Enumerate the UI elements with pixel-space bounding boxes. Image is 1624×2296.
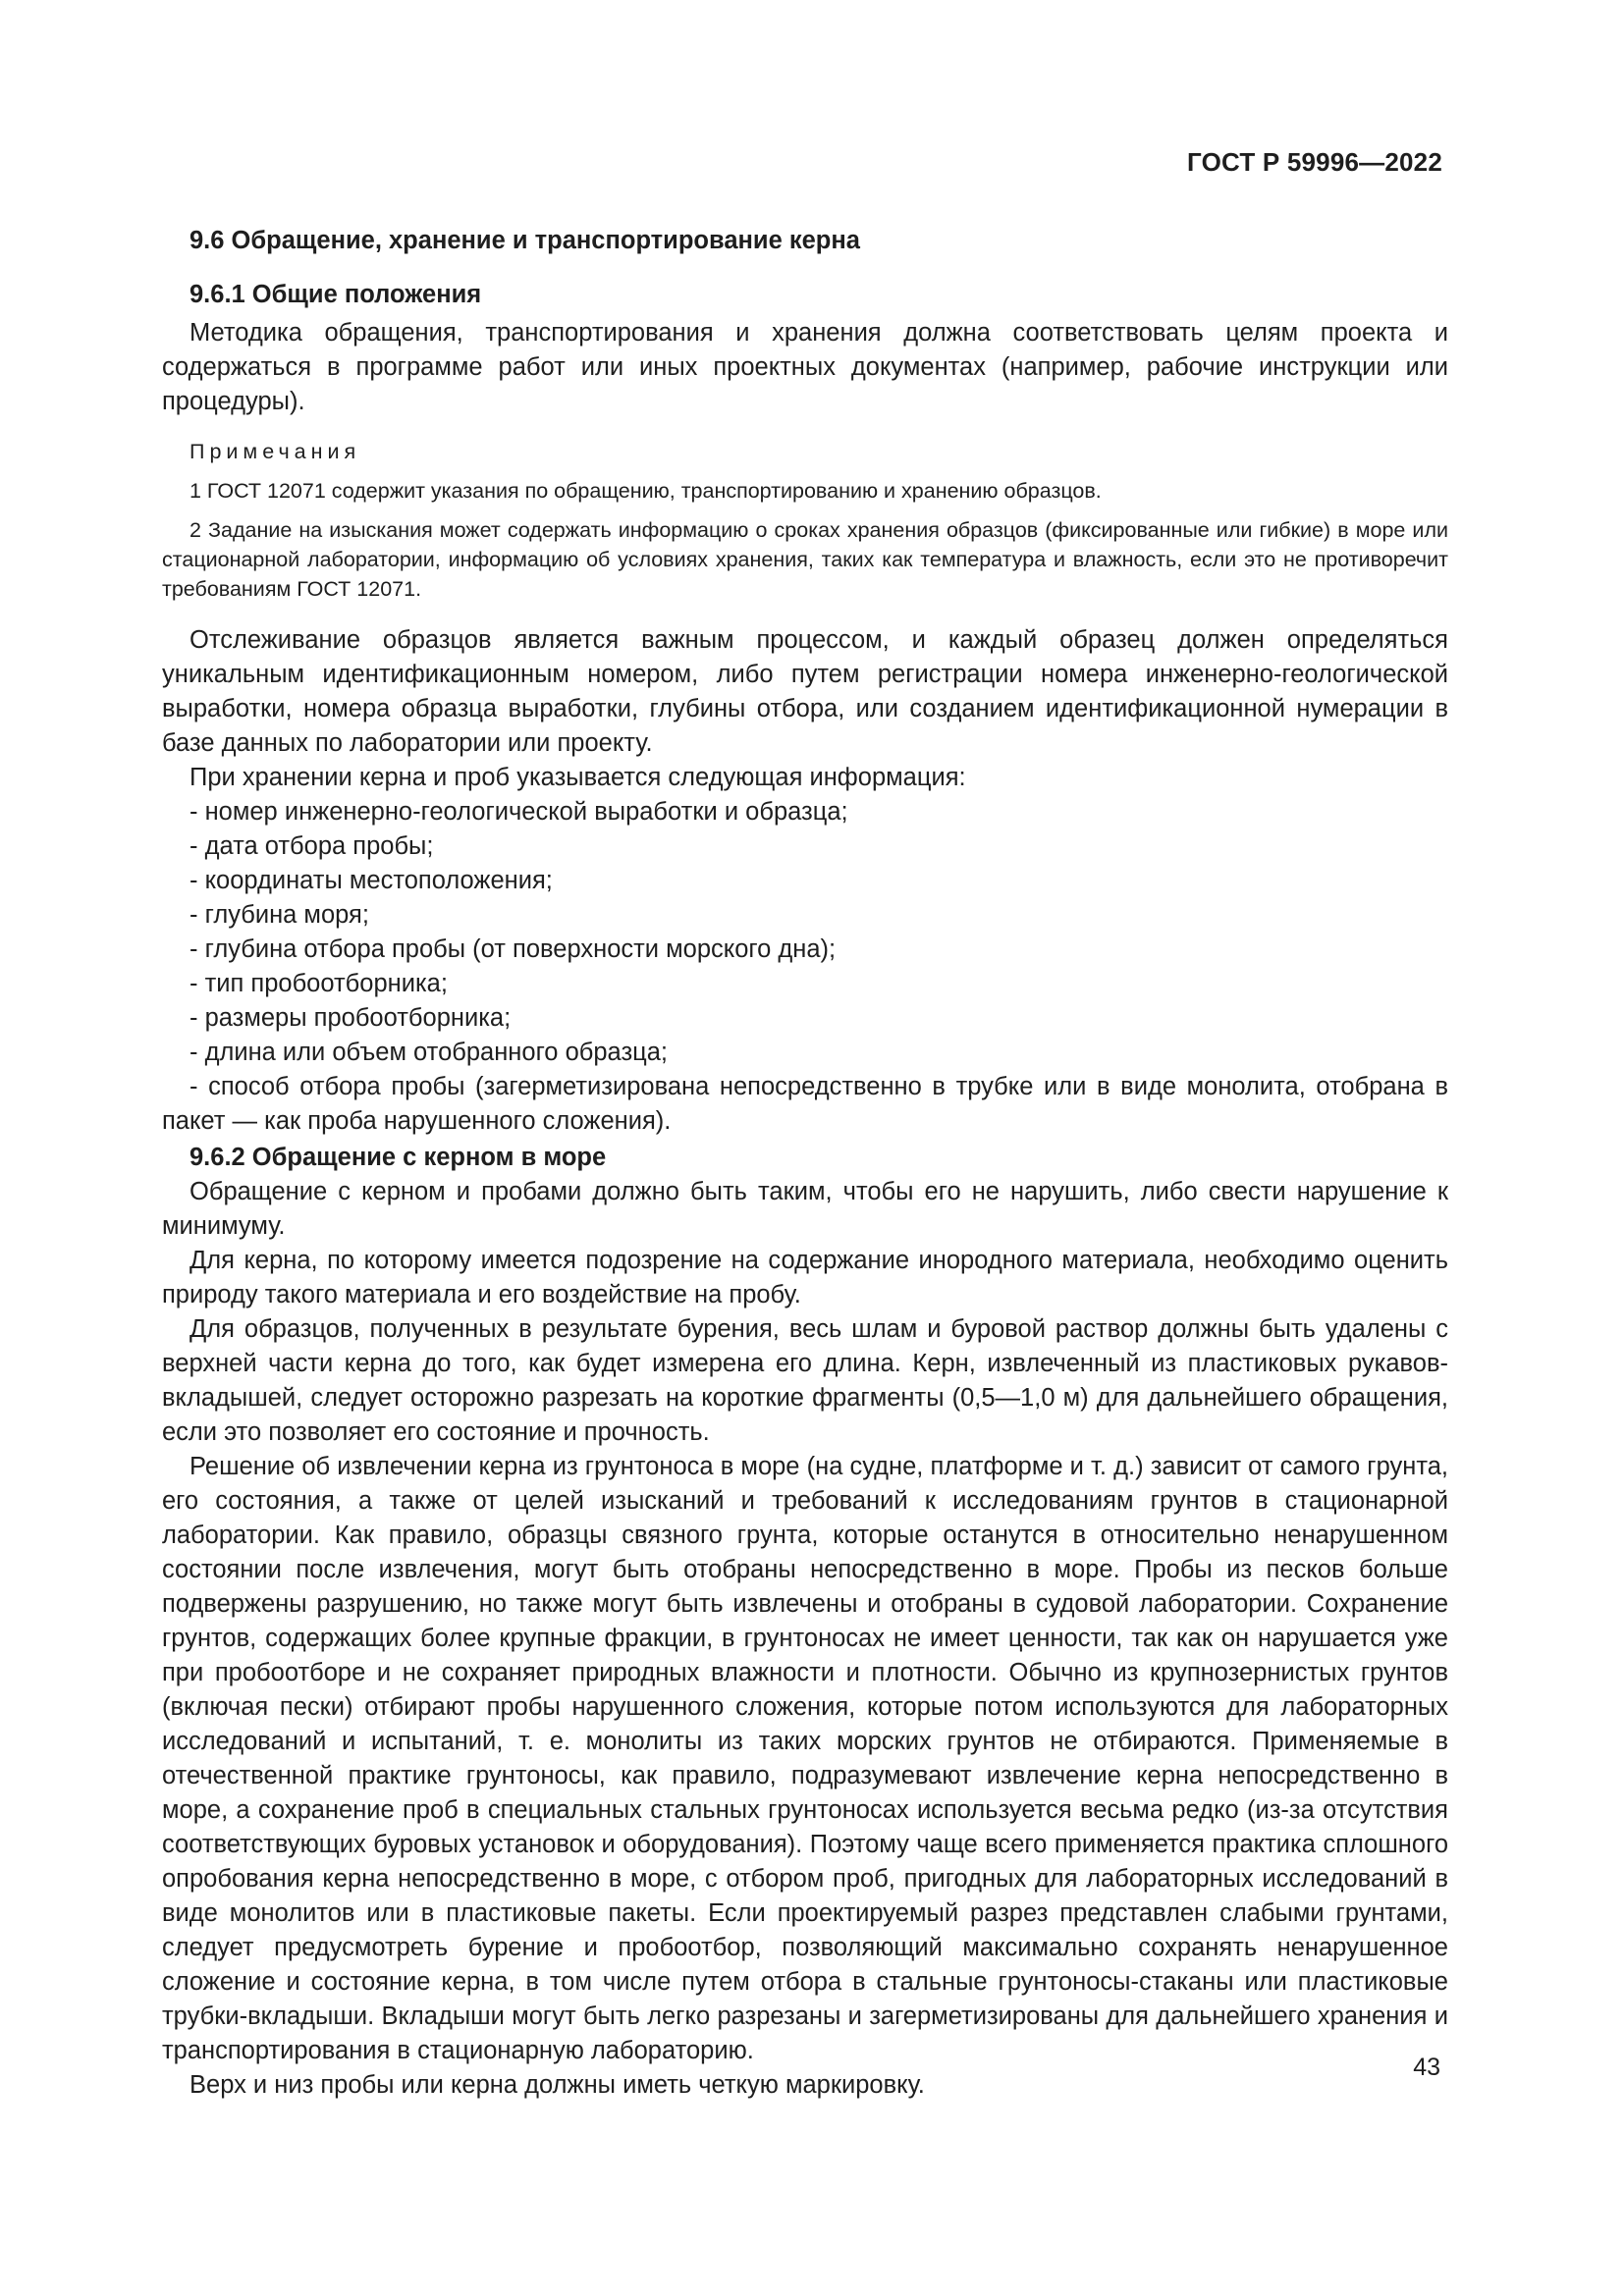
list-item: - способ отбора пробы (загерметизирована непосредственно в трубке или в виде монолита, отобрана в пакет — как проба нарушенного сложения).: [162, 1073, 1448, 1135]
list-item: - длина или объем отобранного образца;: [189, 1039, 669, 1066]
note-item: 2 Задание на изыскания может содержать информацию о сроках хранения образцов (фиксированные или гибкие) в море или стационарной лаборатории, информацию об условиях хранения, таких как температура и влажность, если это не противоречит требованиям ГОСТ 12071.: [162, 518, 1448, 601]
page-content: [162, 224, 1448, 2103]
paragraph: При хранении керна и проб указывается следующая информация:: [189, 764, 966, 791]
paragraph: Обращение с керном и пробами должно быть таким, чтобы его не нарушить, либо свести нарушение к минимуму.: [162, 1178, 1448, 1240]
paragraph: Решение об извлечении керна из грунтоноса в море (на судне, платформе и т. д.) зависит от самого грунта, его состояния, а также от целей изысканий и требований к исследованиям грунтов в стационарной лаборатории. Как правило, образцы связного грунта, которые останутся в относительно ненарушенном состоянии после извлечения, могут быть отобраны непосредственно в море. Пробы из песков больше подвержены разрушению, но также могут быть извлечены и отобраны в судовой лаборатории. Сохранение грунтов, содержащих более крупные фракции, в грунтоносах не имеет ценности, так как он нарушается уже при пробоотборе и не сохраняет природных влажности и плотности. Обычно из крупнозернистых грунтов (включая пески) отбирают пробы нарушенного сложения, которые потом используются для лабораторных исследований и испытаний, т. е. монолиты из таких морских грунтов не отбираются. Применяемые в отечественной практике грунтоносы, как правило, подразумевают извлечение керна непосредственно в море, а сохранение проб в специальных стальных грунтоносах используется весьма редко (из-за отсутствия соответствующих буровых установок и оборудования). Поэтому чаще всего применяется практика сплошного опробования керна непосредственно в море, с отбором проб, пригодных для лабораторных исследований в виде монолитов или в пластиковые пакеты. Если проектируемый разрез представлен слабыми грунтами, следует предусмотреть бурение и пробоотбор, позволяющий максимально сохранять ненарушенное сложение и состояние керна, в том числе путем отбора в стальные грунтоносы-стаканы или пластиковые трубки-вкладыши. Вкладыши могут быть легко разрезаны и загерметизированы для дальнейшего хранения и транспортирования в стационарную лабораторию.: [162, 1453, 1448, 2064]
list-item: - размеры пробоотборника;: [189, 1004, 512, 1032]
storage-info-list: [162, 795, 1448, 1139]
list-item: - глубина отбора пробы (от поверхности морского дна);: [189, 935, 837, 963]
list-item: - глубина моря;: [189, 901, 369, 929]
document-code-header: ГОСТ Р 59996—2022: [1187, 147, 1442, 177]
list-item: - тип пробоотборника;: [189, 970, 448, 997]
section-9-6-1-heading: 9.6.1 Общие положения: [189, 281, 482, 308]
note-item: 1 ГОСТ 12071 содержит указания по обращению, транспортированию и хранению образцов.: [189, 479, 1102, 503]
paragraph: Для керна, по которому имеется подозрение на содержание инородного материала, необходимо оценить природу такого материала и его воздействие на пробу.: [162, 1247, 1448, 1308]
paragraph: Верх и низ пробы или керна должны иметь четкую маркировку.: [189, 2071, 925, 2099]
paragraph: Отслеживание образцов является важным процессом, и каждый образец должен определяться уникальным идентификационным номером, либо путем регистрации номера инженерно-геологической выработки, номера образца выработки, глубины отбора, или созданием идентификационной нумерации в базе данных по лаборатории или проекту.: [162, 626, 1448, 757]
list-item: - координаты местоположения;: [189, 867, 553, 894]
page-number: 43: [1413, 2054, 1440, 2081]
notes-title: Примечания: [189, 440, 361, 463]
section-9-6-2-heading: 9.6.2 Обращение с керном в море: [189, 1144, 607, 1171]
section-9-6-heading: 9.6 Обращение, хранение и транспортирование керна: [189, 227, 860, 254]
list-item: - дата отбора пробы;: [189, 832, 434, 860]
paragraph: Методика обращения, транспортирования и хранения должна соответствовать целям проекта и содержаться в программе работ или иных проектных документах (например, рабочие инструкции или процедуры).: [162, 319, 1448, 415]
paragraph: Для образцов, полученных в результате бурения, весь шлам и буровой раствор должны быть удалены с верхней части керна до того, как будет измерена его длина. Керн, извлеченный из пластиковых рукавов-вкладышей, следует осторожно разрезать на короткие фрагменты (0,5—1,0 м) для дальнейшего обращения, если это позволяет его состояние и прочность.: [162, 1315, 1448, 1446]
notes-block: [162, 437, 1448, 604]
list-item: - номер инженерно-геологической выработки и образца;: [189, 798, 848, 826]
